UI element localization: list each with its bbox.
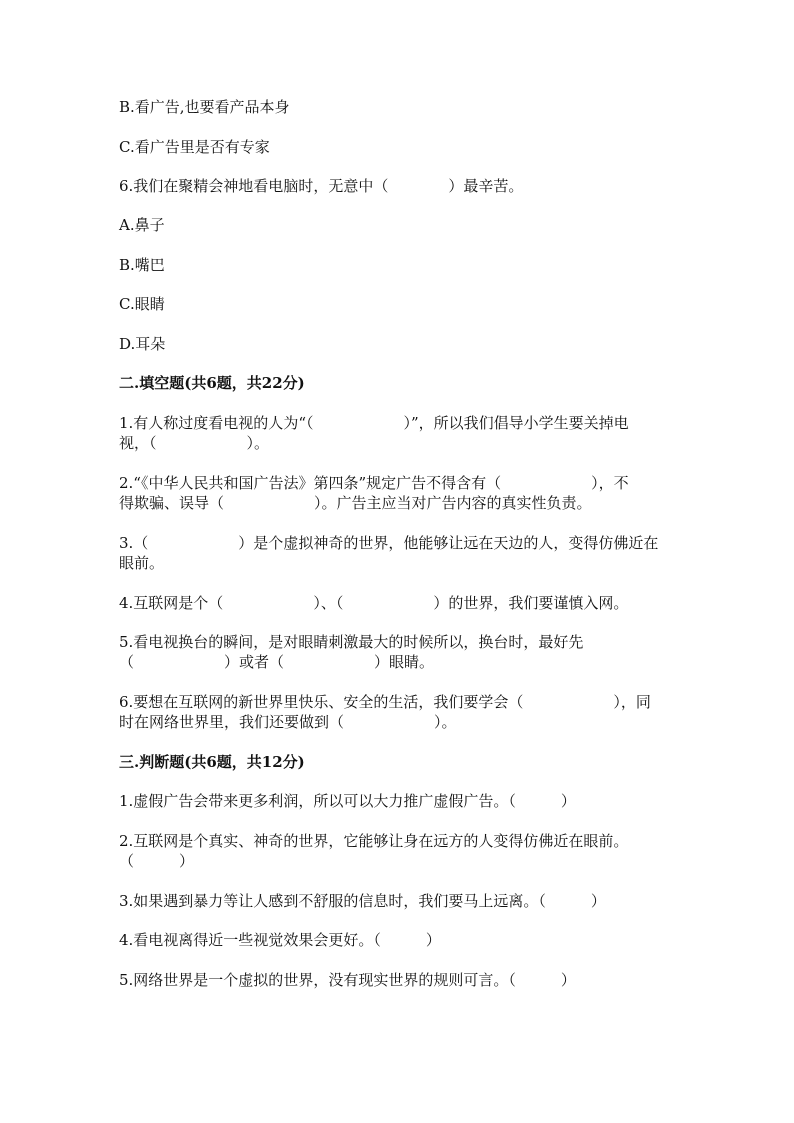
section-heading-fill-in: 二.填空题(共6题，共22分) [119,374,305,392]
tf-q4: 4.看电视离得近一些视觉效果会更好。（ ） [119,931,441,949]
option-q6-a: A.鼻子 [119,216,165,234]
option-q6-c: C.眼睛 [119,295,165,313]
tf-q3: 3.如果遇到暴力等让人感到不舒服的信息时，我们要马上远离。（ ） [119,892,606,910]
fill-q5-line1: 5.看电视换台的瞬间，是对眼睛刺激最大的时候所以，换台时，最好先 [119,633,584,651]
fill-q3-line1: 3.（ ）是个虚拟神奇的世界，他能够让远在天边的人，变得仿佛近在 [119,534,659,552]
fill-q2-line1: 2.“《中华人民共和国广告法》第四条”规定广告不得含有（ ），不 [119,474,629,492]
fill-q6-line2: 时在网络世界里，我们还要做到（ ）。 [119,713,457,731]
option-q6-b: B.嘴巴 [119,256,165,274]
section-heading-true-false: 三.判断题(共6题，共12分) [119,753,305,771]
fill-q1-line2: 视，（ ）。 [119,434,270,452]
fill-q4: 4.互联网是个（ ）、（ ）的世界，我们要谨慎入网。 [119,594,629,612]
fill-q6-line1: 6.要想在互联网的新世界里快乐、安全的生活，我们要学会（ ），同 [119,693,651,711]
fill-q2-line2: 得欺骗、误导（ ）。广告主应当对广告内容的真实性负责。 [119,494,592,512]
question-6-stem: 6.我们在聚精会神地看电脑时，无意中（ ）最辛苦。 [119,177,524,195]
fill-q5-line2: （ ）或者（ ）眼睛。 [119,653,435,671]
tf-q2-line1: 2.互联网是个真实、神奇的世界，它能够让身在远方的人变得仿佛近在眼前。 [119,832,629,850]
option-q6-d: D.耳朵 [119,335,166,353]
fill-q1-line1: 1.有人称过度看电视的人为“（ ）”，所以我们倡导小学生要关掉电 [119,414,629,432]
option-q5-b: B.看广告,也要看产品本身 [119,98,290,116]
fill-q3-line2: 眼前。 [119,554,165,572]
option-q5-c: C.看广告里是否有专家 [119,138,270,156]
tf-q1: 1.虚假广告会带来更多利润，所以可以大力推广虚假广告。（ ） [119,792,576,810]
tf-q5: 5.网络世界是一个虚拟的世界，没有现实世界的规则可言。（ ） [119,971,576,989]
tf-q2-line2: （ ） [119,852,195,870]
